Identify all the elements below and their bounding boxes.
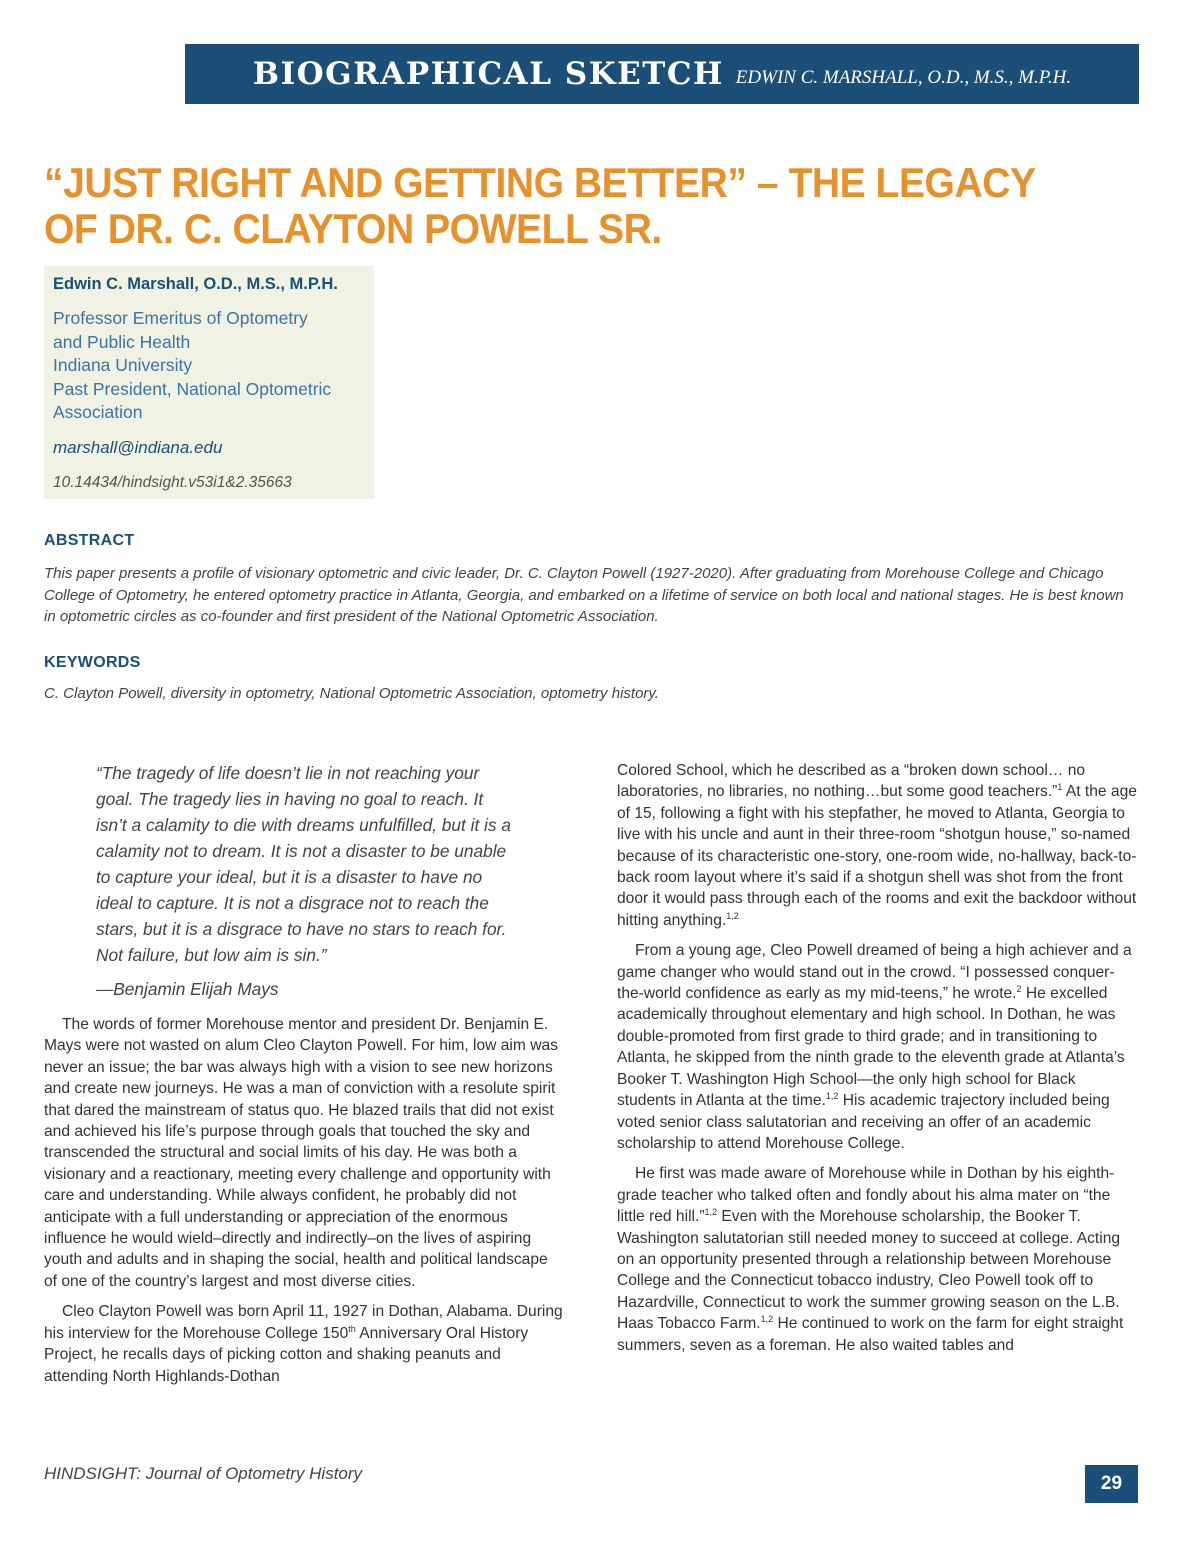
keywords-text: C. Clayton Powell, diversity in optometry, National Optometric Association, optometry history. — [44, 685, 659, 702]
abstract-heading: ABSTRACT — [44, 532, 135, 549]
author-info-box — [44, 266, 374, 499]
epigraph-quote: “The tragedy of life doesn’t lie in not reaching your goal. The tragedy lies in having no goal to reach. It isn’t a calamity to die with dreams unfulfilled, but it is a calamity not to dream. It is not a disaster to be unable to capture your ideal, but it is a disaster to have no ideal to capture. It is not a disgrace not to reach the stars, but it is a disgrace to have no stars to reach for. Not failure, but low aim is sin.” — [96, 763, 511, 965]
body-column-left — [44, 760, 564, 1396]
abstract-text: This paper presents a profile of visionary optometric and civic leader, Dr. C. Clayton Powell (1927-2020). After graduating from Morehouse College and Chicago College of Optometry, he entered optometry practice in Atlanta, Georgia, and embarked on a lifetime of service on both local and national stages. He is best known in optometric circles as co-founder and first president of the National Optometric Association. — [44, 565, 1124, 625]
epigraph-attribution: —Benjamin Elijah Mays — [96, 979, 279, 999]
journal-name: HINDSIGHT: Journal of Optometry History — [44, 1464, 363, 1483]
header-author: EDWIN C. MARSHALL, O.D., M.S., M.P.H. — [735, 67, 1072, 88]
body-paragraph: From a young age, Cleo Powell dreamed of being a high achiever and a game changer who would stand out in the crowd. “I possessed conquer-the-world confidence as early as my mid-teens,” he wrote.$^2$ He excelled academically throughout elementary and high school. In Dothan, he was double-promoted from first grade to third grade; and in transitioning to Atlanta, he skipped from the ninth grade to the eleventh grade at Atlanta’s Booker T. Washington High School—the only high school for Black students in Atlanta at the time.$^{1,2}$ His academic trajectory included being voted senior class salutatorian and receiving an offer of an academic scholarship to attend Morehouse College. — [617, 942, 1132, 1152]
affiliation-line: Association — [53, 402, 143, 422]
body-paragraph: Colored School, which he described as a “broken down school… no laboratories, no libraries, no nothing…but some good teachers.”$^1$ At the age of 15, following a fight with his stepfather, he moved to Atlanta, Georgia to live with his uncle and aunt in their three-room “shotgun house,” so-named because of its characteristic one-story, one-room wide, no-hallway, back-to-back room layout where it’s said if a shotgun shell was shot from the front door it would pass through each of the rooms and exit the backdoor without hitting anything.$^{1,2}$ — [617, 762, 1137, 929]
affiliation-line: Past President, National Optometric — [53, 378, 332, 399]
article-title: “JUST RIGHT AND GETTING BETTER” – THE LEGACY OF DR. C. CLAYTON POWELL SR. — [44, 159, 1035, 252]
page-number-badge: 29 — [1085, 1465, 1138, 1503]
author-affiliation — [53, 307, 374, 425]
keywords-heading: KEYWORDS — [44, 654, 141, 671]
doi-link[interactable]: 10.14434/hindsight.v53i1&2.35663 — [53, 473, 292, 491]
author-email-link[interactable]: marshall@indiana.edu — [53, 437, 223, 457]
body-paragraph: The words of former Morehouse mentor and president Dr. Benjamin E. Mays were not wasted on alum Cleo Clayton Powell. For him, low aim was never an issue; the bar was always high with a vision to see new horizons and create new journeys. He was a man of conviction with a resolute spirit that dared the mainstream of status quo. He blazed trails that did not exist and achieved his life’s purpose through goals that touched the sky and transcended the structural and social limits of his day. He was both a visionary and a reactionary, meeting every challenge and opportunity with care and understanding. While always confident, he probably did not anticipate with a full understanding or appreciation of the enormous influence he would wield–directly and indirectly–on the lives of aspiring youth and adults and in shaping the social, health and political landscape of one of the country’s largest and most diverse cities. — [44, 1016, 558, 1290]
affiliation-line: and Public Health — [53, 331, 191, 352]
body-paragraph: He first was made aware of Morehouse while in Dothan by his eighth-grade teacher who talked often and fondly about his alma mater on “the little red hill.”$^{1,2}$ Even with the Morehouse scholarship, the Booker T. Washington salutatorian still needed money to succeed at college. Acting on an opportunity presented through a relationship between Morehouse College and the Connecticut tobacco industry, Cleo Powell took off to Hazardville, Connecticut to work the summer growing season on the L.B. Haas Tobacco Farm.$^{1,2}$ He continued to work on the farm for eight straight summers, seven as a foreman. He also waited tables and — [617, 1165, 1124, 1354]
author-name: Edwin C. Marshall, O.D., M.S., M.P.H. — [53, 275, 338, 293]
affiliation-line: Professor Emeritus of Optometry — [53, 308, 308, 328]
body-column-right — [617, 760, 1137, 1365]
body-paragraph: Cleo Clayton Powell was born April 11, 1927 in Dothan, Alabama. During his interview for the Morehouse College 150th Anniversary Oral History Project, he recalls days of picking cotton and shaking peanuts and attending North Highlands-Dothan — [44, 1303, 563, 1385]
section-header-bar — [185, 44, 1139, 104]
section-label: BIOGRAPHICAL SKETCH — [252, 56, 724, 92]
affiliation-line: Indiana University — [53, 355, 193, 375]
